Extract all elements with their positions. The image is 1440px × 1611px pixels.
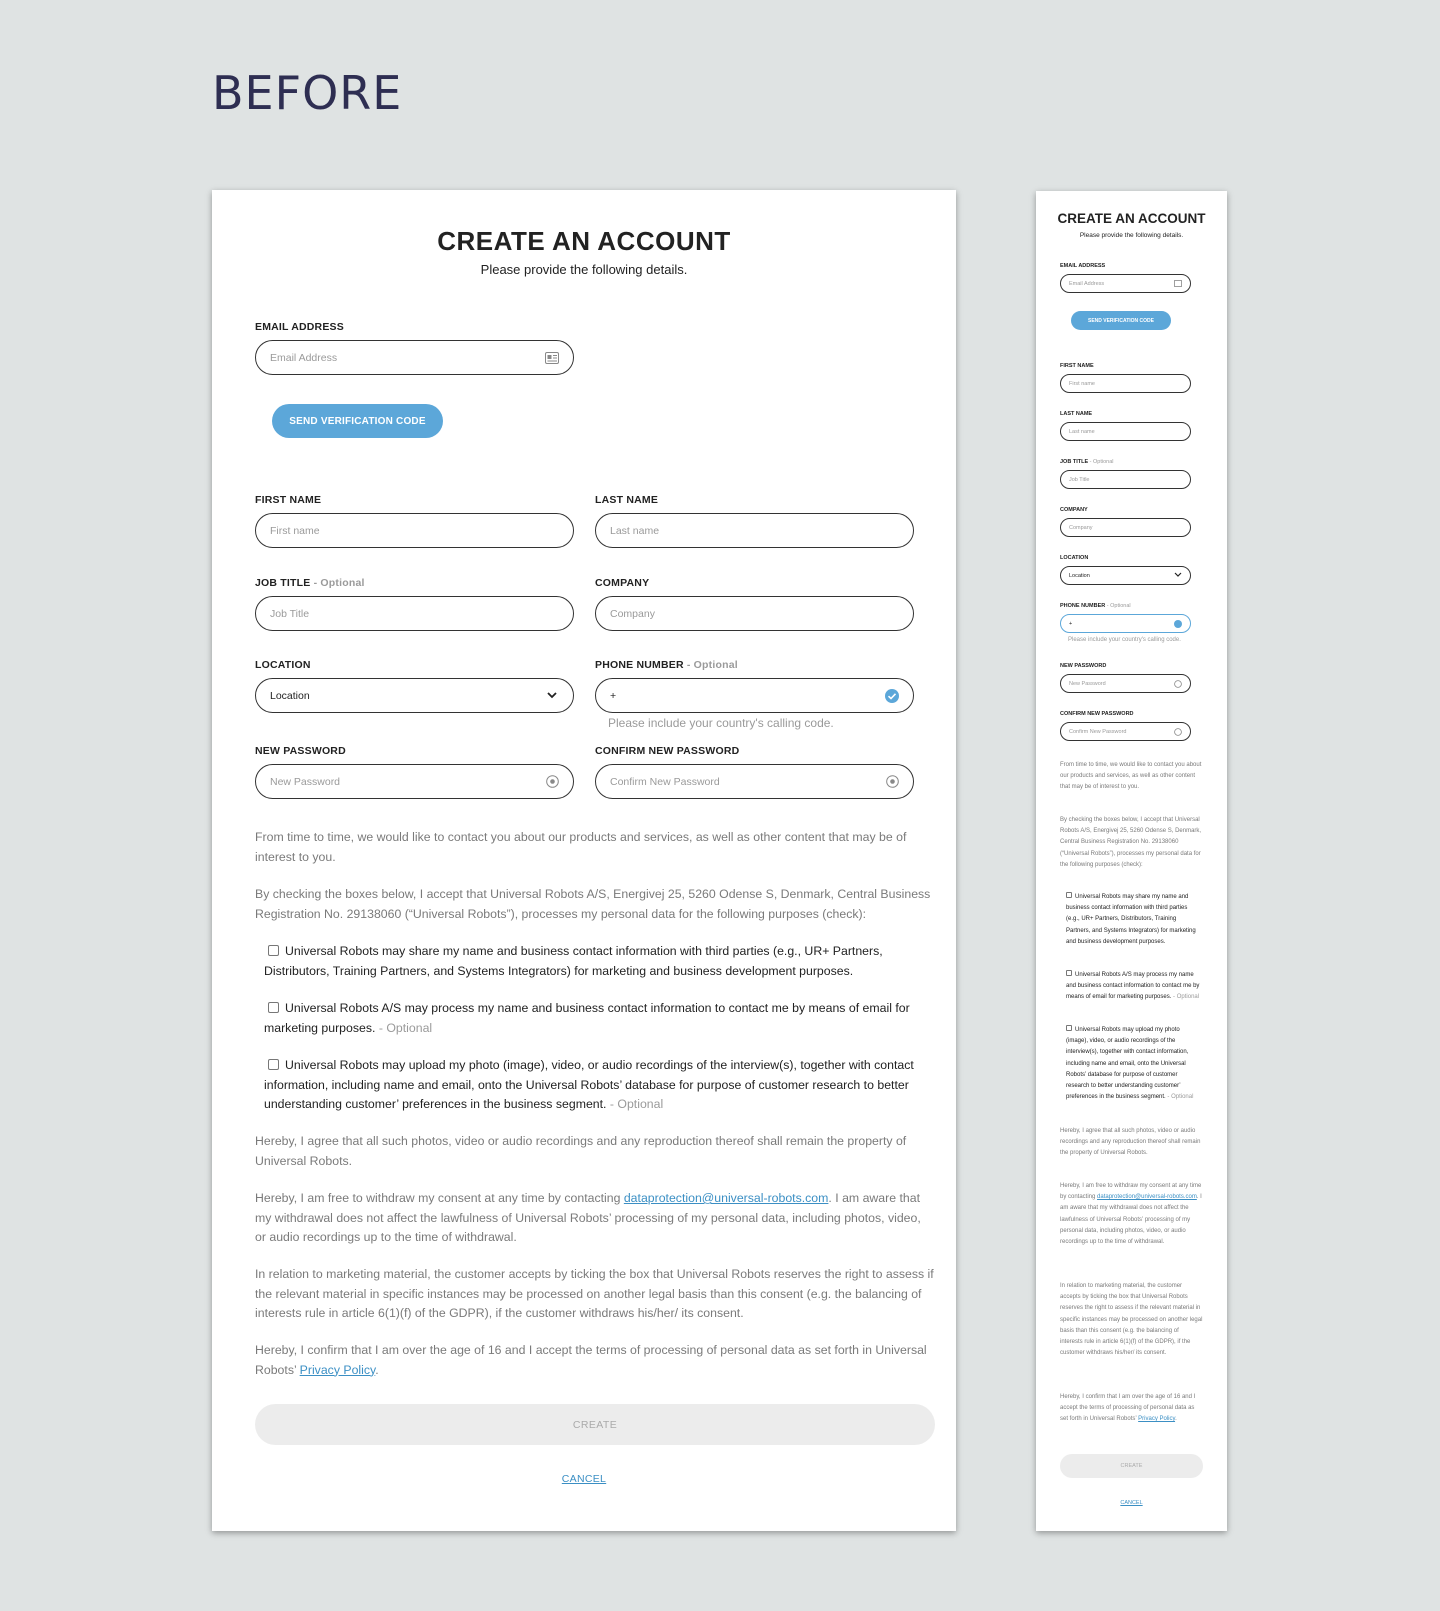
cancel-link[interactable]: CANCEL <box>1120 1500 1143 1506</box>
confirm-paragraph: Hereby, I confirm that I am over the age of 16 and I accept the terms of processing of personal data as set forth in Universal Robots’ Privacy Policy. <box>1060 1394 1196 1423</box>
chevron-down-icon <box>545 689 559 703</box>
job-title-field[interactable]: Job Title <box>1060 470 1191 489</box>
checkbox[interactable] <box>268 945 279 956</box>
contact-paragraph: From time to time, we would like to contact you about our products and services, as well as other content that may be of interest to you. <box>255 830 907 864</box>
email-placeholder: Email Address <box>1069 280 1105 287</box>
mobile-form-card <box>1036 191 1227 1531</box>
privacy-policy-link[interactable]: Privacy Policy <box>1138 1416 1176 1423</box>
new-password-label: NEW PASSWORD <box>1060 663 1107 669</box>
checkbox[interactable] <box>268 1002 279 1013</box>
check-circle-icon <box>1174 620 1182 628</box>
new-password-label: NEW PASSWORD <box>255 745 346 757</box>
send-verification-code-button[interactable]: SEND VERIFICATION CODE <box>1071 311 1171 330</box>
privacy-policy-link[interactable]: Privacy Policy <box>299 1362 376 1377</box>
dataprotection-email-link[interactable]: dataprotection@universal-robots.com <box>1097 1194 1197 1201</box>
job-title-label: JOB TITLE - Optional <box>1060 459 1114 465</box>
last-name-label: LAST NAME <box>1060 411 1093 417</box>
job-title-placeholder: Job Title <box>270 607 310 620</box>
confirm-password-field[interactable]: Confirm New Password <box>1060 722 1191 741</box>
last-name-placeholder: Last name <box>610 524 660 537</box>
first-name-field[interactable]: First name <box>1060 374 1191 393</box>
withdraw-paragraph: Hereby, I am free to withdraw my consent at any time by contacting dataprotection@universal-robots.com. I am aware that my withdrawal does not affect the lawfulness of Universal Robots’ processing of my personal data, including photos, video, or audio recordings up to the time of withdrawal. <box>255 1191 921 1244</box>
chevron-down-icon <box>1174 572 1182 580</box>
last-name-field[interactable] <box>595 513 914 548</box>
contact-paragraph: From time to time, we would like to contact you about our products and services, as well as other content that may be of interest to you. <box>1060 762 1202 791</box>
checking-paragraph: By checking the boxes below, I accept that Universal Robots A/S, Energivej 25, 5260 Odense S, Denmark, Central Business Registration No. 29138060 (“Universal Robots”), processes my personal data for the following purposes (check): <box>1060 817 1202 868</box>
first-name-label: FIRST NAME <box>255 494 322 506</box>
contact-card-icon <box>545 351 559 365</box>
company-placeholder: Company <box>610 607 655 620</box>
job-title-field[interactable] <box>255 596 574 631</box>
location-label: LOCATION <box>1060 555 1089 561</box>
checkbox[interactable] <box>1066 970 1072 976</box>
eye-icon[interactable] <box>885 775 899 789</box>
marketing-paragraph: In relation to marketing material, the customer accepts by ticking the box that Universal Robots reserves the right to assess if the relevant material in specific instances may be processed on another legal basis than this consent (e.g. the balancing of interests rule in article 6(1)(f) of the GDPR), if the customer withdraws his/her/ its consent. <box>255 1267 934 1320</box>
phone-label: PHONE NUMBER - Optional <box>1060 603 1131 609</box>
company-label: COMPANY <box>1060 507 1088 513</box>
checkbox[interactable] <box>1066 1025 1072 1031</box>
confirm-password-label: CONFIRM NEW PASSWORD <box>595 745 740 757</box>
withdraw-paragraph: Hereby, I am free to withdraw my consent at any time by contacting dataprotection@universal-robots.com. I am aware that my withdrawal does not affect the lawfulness of Universal Robots’ processing of my personal data, including photos, video, or audio recordings up to the time of withdrawal. <box>1060 1183 1202 1246</box>
confirm-password-field[interactable] <box>595 764 914 799</box>
marketing-paragraph: In relation to marketing material, the customer accepts by ticking the box that Universal Robots reserves the right to assess if the relevant material in specific instances may be processed on another legal basis than this consent (e.g. the balancing of interests rule in article 6(1)(f) of the GDPR), if the customer withdraws his/her/ its consent. <box>1060 1283 1203 1357</box>
new-password-field[interactable]: New Password <box>1060 674 1191 693</box>
first-name-label: FIRST NAME <box>1060 363 1094 369</box>
first-name-placeholder: First name <box>270 524 320 537</box>
consent-checkbox-2[interactable]: Universal Robots A/S may process my name and business contact information to contact me by means of email for marketing purposes. - Optional <box>1066 972 1200 1001</box>
consent-checkbox-2[interactable]: Universal Robots A/S may process my name and business contact information to contact me by means of email for marketing purposes. - Optional <box>264 1001 910 1035</box>
email-label: EMAIL ADDRESS <box>1060 263 1106 269</box>
company-label: COMPANY <box>595 577 650 589</box>
checkbox[interactable] <box>1066 892 1072 898</box>
phone-helper-text: Please include your country's calling code. <box>608 716 834 730</box>
location-select[interactable]: Location <box>1060 566 1191 585</box>
eye-icon[interactable] <box>1174 680 1182 688</box>
company-field[interactable]: Company <box>1060 518 1191 537</box>
agree-paragraph: Hereby, I agree that all such photos, video or audio recordings and any reproduction thereof shall remain the property of Universal Robots. <box>255 1134 907 1168</box>
consent-checkbox-3[interactable]: Universal Robots may upload my photo (image), video, or audio recordings of the interview(s), together with contact information, including name and email, onto the Universal Robots’ database for purpose of customer research to better understanding customer’ preferences in the business segment. - Optional <box>264 1058 914 1111</box>
page-heading: BEFORE <box>212 66 403 120</box>
email-field[interactable] <box>1060 274 1191 293</box>
dataprotection-email-link[interactable]: dataprotection@universal-robots.com <box>623 1191 829 1205</box>
phone-label: PHONE NUMBER - Optional <box>595 659 738 671</box>
first-name-field[interactable] <box>255 513 574 548</box>
last-name-field[interactable]: Last name <box>1060 422 1191 441</box>
create-button[interactable]: CREATE <box>255 1404 935 1445</box>
location-select[interactable] <box>255 678 574 713</box>
optional-tag: - Optional <box>310 577 365 589</box>
phone-field[interactable]: + <box>1060 614 1191 633</box>
form-subtitle: Please provide the following details. <box>480 262 688 277</box>
job-title-label: JOB TITLE - Optional <box>255 577 365 589</box>
form-title: CREATE AN ACCOUNT <box>437 226 731 256</box>
consent-checkbox-3[interactable]: Universal Robots may upload my photo (image), video, or audio recordings of the interview(s), together with contact information, including name and email, onto the Universal Robots’ database for purpose of customer research to better understanding customer’ preferences in the business segment. - Optional <box>1066 1027 1194 1101</box>
form-subtitle: Please provide the following details. <box>1079 232 1184 239</box>
confirm-password-label: CONFIRM NEW PASSWORD <box>1060 711 1134 717</box>
last-name-label: LAST NAME <box>595 494 659 506</box>
optional-tag: - Optional <box>683 659 738 671</box>
email-placeholder: Email Address <box>270 351 338 364</box>
create-button[interactable]: CREATE <box>1060 1454 1203 1478</box>
contact-card-icon <box>1174 280 1182 288</box>
email-label: EMAIL ADDRESS <box>255 321 344 333</box>
confirm-paragraph: Hereby, I confirm that I am over the age of 16 and I accept the terms of processing of personal data as set forth in Universal Robots’ Privacy Policy. <box>255 1343 927 1377</box>
consent-checkbox-1[interactable]: Universal Robots may share my name and business contact information with third parties (e.g., UR+ Partners, Distributors, Training Partners, and Systems Integrators) for marketing and business development purposes. <box>1066 894 1196 945</box>
location-label: LOCATION <box>255 659 311 671</box>
checking-paragraph: By checking the boxes below, I accept that Universal Robots A/S, Energivej 25, 5260 Odense S, Denmark, Central Business Registration No. 29138060 (“Universal Robots”), processes my personal data for the following purposes (check): <box>255 887 931 921</box>
company-field[interactable] <box>595 596 914 631</box>
phone-field[interactable] <box>595 678 914 713</box>
new-password-placeholder: New Password <box>270 775 341 788</box>
send-verification-code-button[interactable]: SEND VERIFICATION CODE <box>272 404 443 438</box>
consent-checkbox-1[interactable]: Universal Robots may share my name and business contact information with third parties (e.g., UR+ Partners, Distributors, Training Partners, and Systems Integrators) for marketing and business development purposes. <box>264 944 883 978</box>
email-field[interactable] <box>255 340 574 375</box>
phone-value: + <box>610 689 617 702</box>
location-value: Location <box>270 689 310 702</box>
phone-helper-text: Please include your country's calling code. <box>1068 637 1181 643</box>
check-circle-icon <box>885 689 899 703</box>
checkbox[interactable] <box>268 1059 279 1070</box>
desktop-form-card <box>212 190 956 1531</box>
new-password-field[interactable] <box>255 764 574 799</box>
eye-icon[interactable] <box>545 775 559 789</box>
eye-icon[interactable] <box>1174 728 1182 736</box>
confirm-password-placeholder: Confirm New Password <box>610 775 720 788</box>
form-title: CREATE AN ACCOUNT <box>1057 211 1206 226</box>
cancel-link[interactable]: CANCEL <box>561 1473 607 1485</box>
agree-paragraph: Hereby, I agree that all such photos, video or audio recordings and any reproduction thereof shall remain the property of Universal Robots. <box>1060 1128 1201 1157</box>
